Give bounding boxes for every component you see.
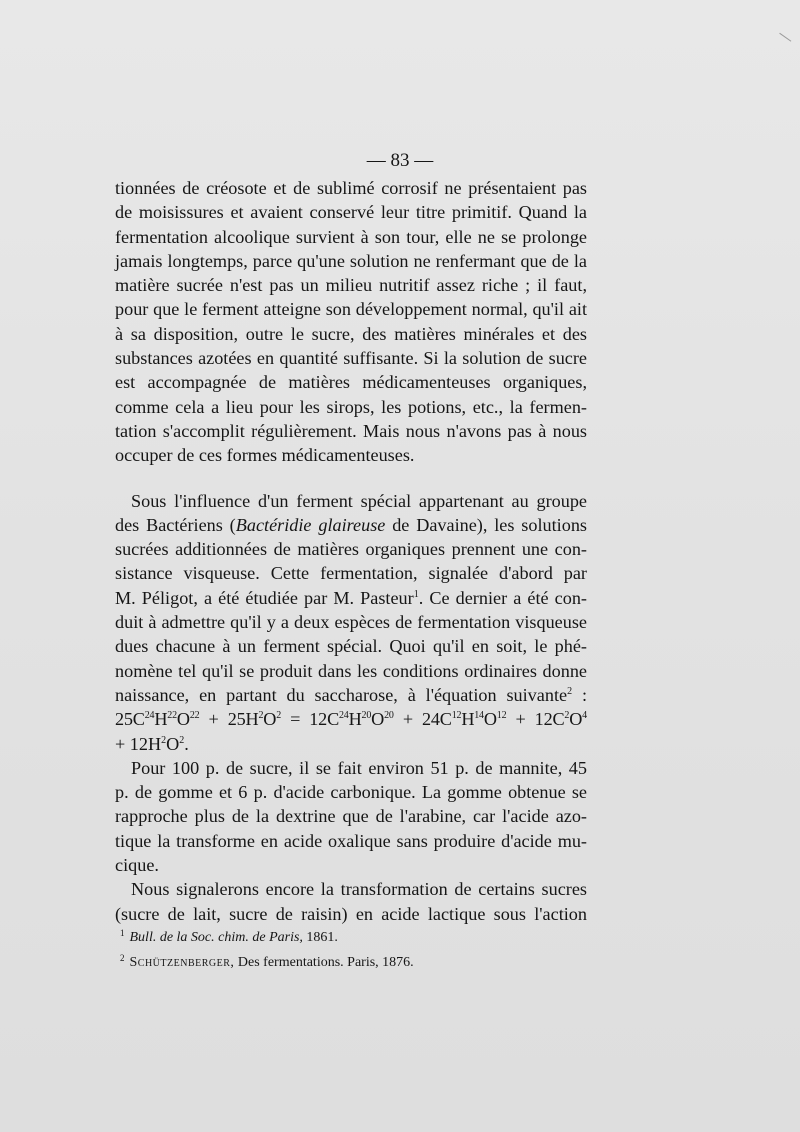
paragraph-2	[115, 489, 587, 708]
text-line: p. de gomme et 6 p. d'acide carbonique. La gomme obtenue se	[115, 782, 587, 803]
formula-part: + 25H	[199, 709, 259, 730]
formula-part: O	[166, 733, 180, 754]
footnote-source: Bull. de la Soc. chim. de Paris,	[129, 930, 303, 945]
text-line: occuper de ces formes médicamenteuses.	[115, 445, 415, 466]
formula-sub: 2	[276, 710, 281, 722]
formula-sub: 2	[161, 734, 167, 746]
text-line: comme cela a lieu pour les sirops, les potions, etc., la fermen-	[115, 396, 587, 417]
text-line: matière sucrée n'est pas un milieu nutritif assez riche ; il faut,	[115, 275, 587, 296]
formula-sub: 22	[189, 710, 200, 722]
footnote-text: Des fermentations. Paris, 1876.	[234, 955, 414, 970]
formula-sub: 2	[564, 710, 570, 722]
formula-part: H	[154, 709, 168, 730]
formula-part: + 24C	[393, 709, 452, 730]
italic-term: Bactéridie glaireuse	[235, 514, 386, 535]
chemical-equation	[115, 707, 587, 756]
text-fragment: :	[572, 684, 587, 705]
text-line: (sucre de lait, sucre de raisin) en acide lactique sous l'action	[115, 903, 587, 924]
paragraph-3	[115, 756, 587, 877]
formula-sub: 2	[258, 710, 264, 722]
text-line: tionnées de créosote et de sublimé corrosif ne présentaient pas	[115, 178, 587, 198]
formula-sub: 12	[496, 710, 507, 722]
text-line: est accompagnée de matières médicamenteuses organiques,	[115, 372, 587, 393]
text-fragment: . Ce dernier a été con-	[418, 587, 587, 608]
formula-part: O	[483, 709, 497, 730]
footnote-mark: 1	[120, 928, 125, 938]
formula-part: 25C	[115, 709, 145, 730]
text-line	[115, 586, 587, 610]
body-text	[115, 176, 587, 926]
text-line: sucrées additionnées de matières organiques prennent une con-	[115, 539, 587, 560]
formula-part: H	[461, 709, 475, 730]
text-line: à sa disposition, outre le sucre, des matières minérales et des	[115, 323, 587, 344]
text-line: dues chacune à un ferment spécial. Quoi qu'il en soit, le phé-	[115, 636, 587, 657]
formula-sub: 24	[144, 710, 155, 722]
footnote-2	[120, 948, 590, 973]
footnote-author: Schützenberger,	[129, 955, 235, 970]
paragraph-1	[115, 176, 587, 468]
text-line: Sous l'influence d'un ferment spécial appartenant au groupe	[131, 490, 587, 511]
text-fragment: naissance, en partant du saccharose, à l'équation suivante	[115, 684, 568, 705]
footnote-ref: 2	[567, 685, 573, 697]
formula-sub: 2	[179, 734, 185, 746]
text-line: de moisissures et avaient conservé leur titre primitif. Quand la	[115, 202, 587, 223]
text-line	[115, 683, 587, 707]
formula-sub: 20	[384, 710, 394, 722]
scan-artifact	[775, 33, 792, 48]
formula-sub: 14	[474, 710, 484, 722]
paragraph-4	[115, 877, 587, 926]
formula-part: + 12C	[506, 709, 565, 730]
text-line: Nous signalerons encore la transformation de certains sucres	[131, 879, 587, 900]
text-line: Pour 100 p. de sucre, il se fait environ 51 p. de mannite, 45	[131, 757, 587, 778]
footnote-1	[120, 923, 590, 948]
formula-part: .	[184, 733, 189, 754]
equation-line	[115, 732, 587, 756]
text-fragment: des Bactériens (	[115, 514, 236, 535]
formula-part: O	[176, 709, 190, 730]
equation-line	[115, 707, 587, 731]
footnotes	[120, 923, 590, 973]
text-line: pour que le ferment atteigne son développement normal, qu'il ait	[115, 299, 587, 320]
text-line: jamais longtemps, parce qu'une solution ne renfermant que de la	[115, 250, 587, 271]
text-line: substances azotées en quantité suffisante. Si la solution de sucre	[115, 348, 587, 369]
text-fragment: M. Péligot, a été étudiée par M. Pasteur	[115, 587, 414, 608]
formula-part: O	[371, 709, 385, 730]
footnote-mark: 2	[120, 953, 125, 963]
formula-sub: 22	[167, 710, 177, 722]
text-line: duit à admettre qu'il y a deux espèces de fermentation visqueuse	[115, 612, 587, 633]
formula-part: = 12C	[281, 709, 339, 730]
formula-sub: 20	[361, 710, 372, 722]
formula-sub: 12	[451, 710, 462, 722]
formula-sub: 4	[582, 710, 587, 722]
text-line: tique la transforme en acide oxalique sans produire d'acide mu-	[115, 830, 587, 851]
text-line	[115, 513, 587, 537]
text-line: rapproche plus de la dextrine que de l'arabine, car l'acide azo-	[115, 806, 587, 827]
formula-part: O	[569, 709, 583, 730]
footnote-text: 1861.	[302, 930, 338, 945]
text-line: sistance visqueuse. Cette fermentation, signalée d'abord par	[115, 563, 587, 584]
text-fragment: de Davaine), les solutions	[385, 514, 587, 535]
formula-part: + 12H	[115, 733, 162, 754]
formula-part: O	[263, 709, 277, 730]
footnote-ref: 1	[413, 588, 419, 600]
page-number: — 83 —	[366, 150, 434, 171]
text-line: fermentation alcoolique survient à son tour, elle ne se prolonge	[115, 226, 587, 247]
text-line: cique.	[115, 855, 159, 876]
text-line: nomène tel qu'il se produit dans les conditions ordinaires donne	[115, 660, 587, 681]
text-line: tation s'accomplit régulièrement. Mais nous n'avons pas à nous	[115, 420, 587, 441]
formula-part: H	[348, 709, 362, 730]
formula-sub: 24	[339, 710, 349, 722]
